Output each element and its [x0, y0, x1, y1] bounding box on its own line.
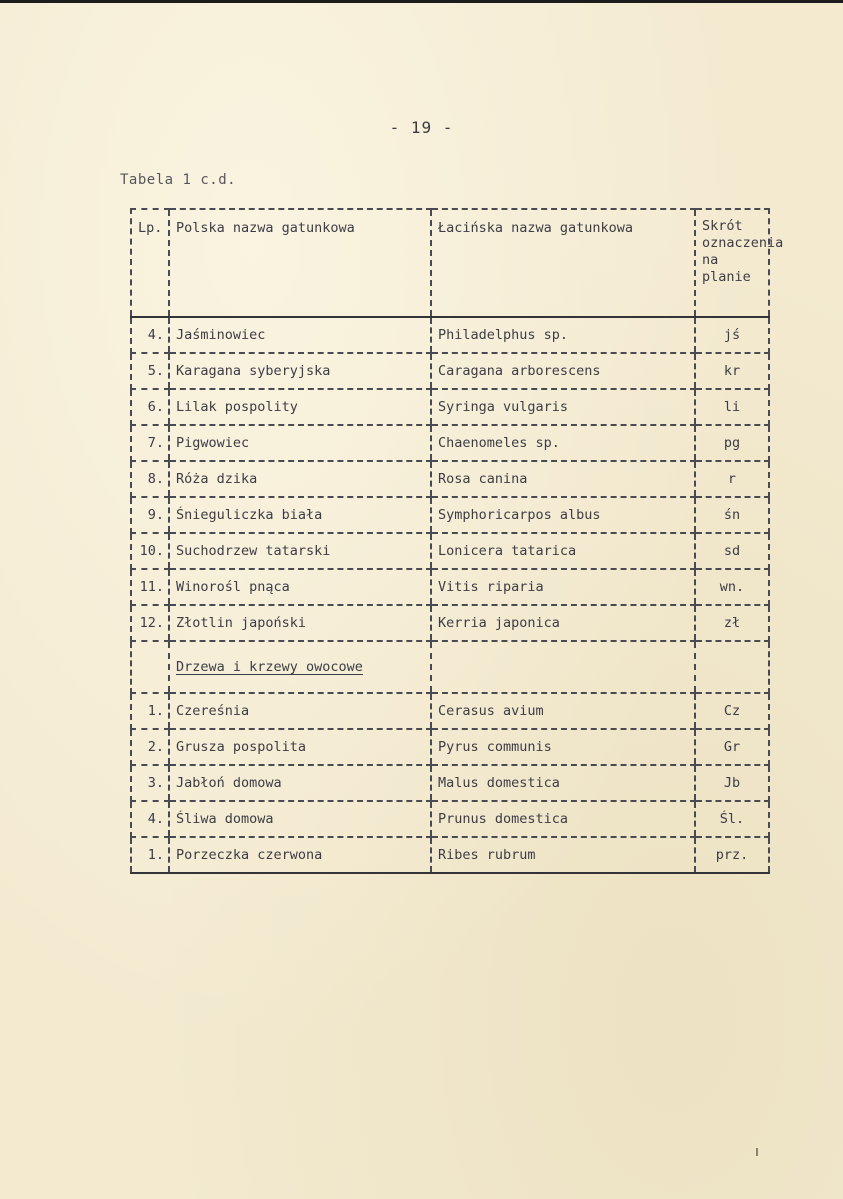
- cell-abbreviation: śn: [695, 497, 769, 533]
- table-row: [131, 317, 769, 353]
- cell-latin-name: Cerasus avium: [431, 693, 695, 729]
- cell-polish-name: Róża dzika: [169, 461, 431, 497]
- table-caption: Tabela 1 c.d.: [120, 172, 237, 188]
- cell-polish-name: Suchodrzew tatarski: [169, 533, 431, 569]
- header-polish-name: Polska nazwa gatunkowa: [169, 209, 431, 317]
- cell-latin-name: Caragana arborescens: [431, 353, 695, 389]
- cell-latin-name: Chaenomeles sp.: [431, 425, 695, 461]
- cell-abbreviation: sd: [695, 533, 769, 569]
- cell-lp: 2.: [131, 729, 169, 765]
- cell-lp: 1.: [131, 837, 169, 873]
- cell-abbreviation: Gr: [695, 729, 769, 765]
- table-row: [131, 461, 769, 497]
- cell-latin-name: Syringa vulgaris: [431, 389, 695, 425]
- cell-abbreviation: [695, 641, 769, 693]
- cell-abbreviation: pg: [695, 425, 769, 461]
- header-latin-name: Łacińska nazwa gatunkowa: [431, 209, 695, 317]
- cell-lp: 10.: [131, 533, 169, 569]
- table-row: [131, 425, 769, 461]
- cell-polish-name: Śnieguliczka biała: [169, 497, 431, 533]
- cell-lp: 1.: [131, 693, 169, 729]
- cell-polish-name: Winorośl pnąca: [169, 569, 431, 605]
- cell-polish-name: Porzeczka czerwona: [169, 837, 431, 873]
- page-number: - 19 -: [389, 118, 454, 137]
- cell-polish-name: Jaśminowiec: [169, 317, 431, 353]
- table-row: [131, 729, 769, 765]
- cell-abbreviation: Śl.: [695, 801, 769, 837]
- header-abbreviation: Skrót oznaczenia na planie: [695, 209, 769, 317]
- cell-latin-name: Kerria japonica: [431, 605, 695, 641]
- cell-latin-name: Pyrus communis: [431, 729, 695, 765]
- table-row: [131, 353, 769, 389]
- table-row: [131, 605, 769, 641]
- cell-latin-name: Lonicera tatarica: [431, 533, 695, 569]
- cell-lp: 11.: [131, 569, 169, 605]
- cell-polish-name: Śliwa domowa: [169, 801, 431, 837]
- cell-polish-name: Jabłoń domowa: [169, 765, 431, 801]
- cell-polish-name: Złotlin japoński: [169, 605, 431, 641]
- pencil-mark: [756, 1148, 758, 1156]
- cell-lp: [131, 641, 169, 693]
- section-row: [131, 641, 769, 693]
- cell-abbreviation: prz.: [695, 837, 769, 873]
- cell-polish-name: Grusza pospolita: [169, 729, 431, 765]
- cell-lp: 6.: [131, 389, 169, 425]
- cell-lp: 4.: [131, 317, 169, 353]
- cell-lp: 3.: [131, 765, 169, 801]
- cell-abbreviation: li: [695, 389, 769, 425]
- species-table: [130, 208, 784, 874]
- cell-abbreviation: zł: [695, 605, 769, 641]
- table-row: [131, 569, 769, 605]
- cell-abbreviation: kr: [695, 353, 769, 389]
- table-row: [131, 389, 769, 425]
- table-row: [131, 765, 769, 801]
- cell-abbreviation: wn.: [695, 569, 769, 605]
- cell-lp: 5.: [131, 353, 169, 389]
- cell-lp: 12.: [131, 605, 169, 641]
- cell-lp: 8.: [131, 461, 169, 497]
- cell-latin-name: Rosa canina: [431, 461, 695, 497]
- cell-latin-name: [431, 641, 695, 693]
- cell-abbreviation: Jb: [695, 765, 769, 801]
- cell-latin-name: Malus domestica: [431, 765, 695, 801]
- cell-latin-name: Vitis riparia: [431, 569, 695, 605]
- cell-latin-name: Ribes rubrum: [431, 837, 695, 873]
- scan-top-edge: [0, 0, 843, 3]
- cell-abbreviation: r: [695, 461, 769, 497]
- cell-polish-name: Pigwowiec: [169, 425, 431, 461]
- cell-latin-name: Symphoricarpos albus: [431, 497, 695, 533]
- section-title: Drzewa i krzewy owocowe: [169, 641, 431, 693]
- table-body: [131, 317, 769, 873]
- cell-latin-name: Philadelphus sp.: [431, 317, 695, 353]
- cell-polish-name: Czereśnia: [169, 693, 431, 729]
- table-header-row: [131, 209, 769, 317]
- cell-latin-name: Prunus domestica: [431, 801, 695, 837]
- table-row: [131, 693, 769, 729]
- cell-lp: 9.: [131, 497, 169, 533]
- table-row: [131, 837, 769, 873]
- table-row: [131, 801, 769, 837]
- cell-abbreviation: Cz: [695, 693, 769, 729]
- cell-lp: 7.: [131, 425, 169, 461]
- cell-polish-name: Lilak pospolity: [169, 389, 431, 425]
- cell-lp: 4.: [131, 801, 169, 837]
- cell-abbreviation: jś: [695, 317, 769, 353]
- header-lp: Lp.: [131, 209, 169, 317]
- table-row: [131, 497, 769, 533]
- cell-polish-name: Karagana syberyjska: [169, 353, 431, 389]
- table-row: [131, 533, 769, 569]
